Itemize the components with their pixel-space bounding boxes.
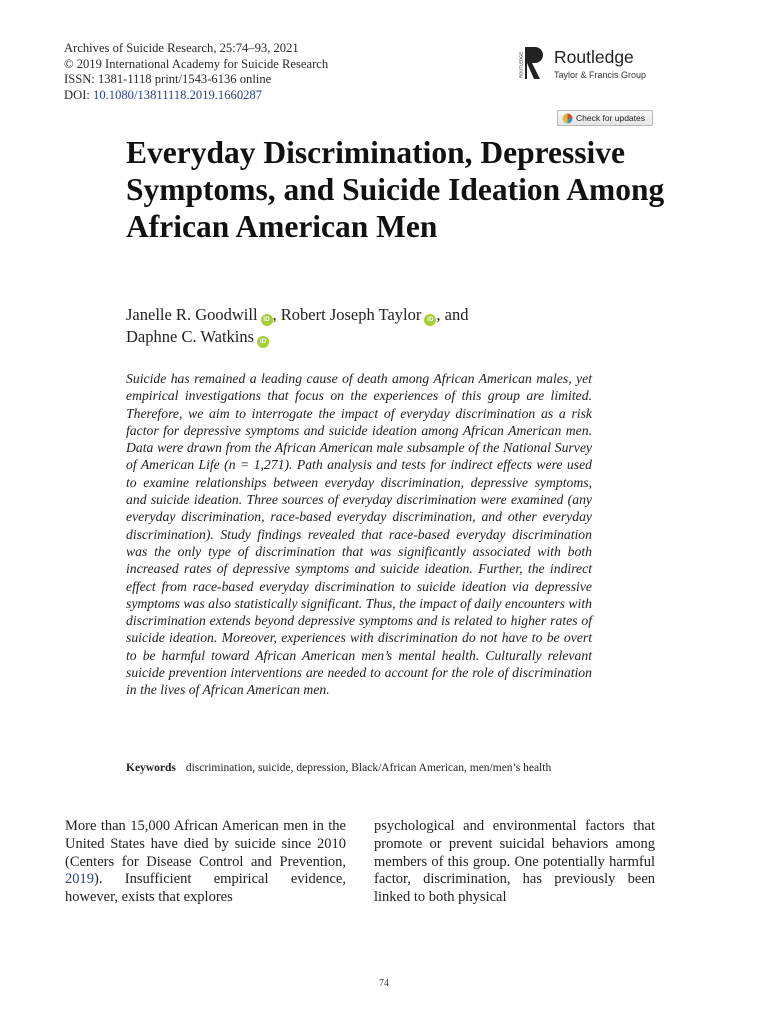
author-separator: , — [272, 305, 281, 324]
orcid-icon[interactable]: iD — [257, 336, 269, 348]
author-separator: , and — [436, 305, 469, 324]
check-for-updates-label: Check for updates — [576, 113, 645, 123]
page-number: 74 — [379, 978, 389, 989]
crossmark-icon — [562, 113, 573, 124]
orcid-icon[interactable]: iD — [261, 314, 273, 326]
author-name: Daphne C. Watkins — [126, 327, 255, 346]
doi-link[interactable]: 10.1080/13811118.2019.1660287 — [93, 87, 263, 102]
citation-link[interactable]: 2019 — [65, 871, 94, 888]
author-name: Robert Joseph Taylor — [280, 305, 422, 324]
journal-citation: Archives of Suicide Research, 25:74–93, 2021 — [64, 41, 299, 55]
publisher-logo[interactable] — [520, 45, 670, 85]
copyright-line: © 2019 International Academy for Suicide Research — [64, 56, 329, 71]
body-column-right: psychological and environmental factors that promote or prevent suicidal behaviors among members of this group. One potentially harmful factor, discrimination, has previously been linked to both physical — [374, 818, 655, 906]
keywords-text: discrimination, suicide, depression, Black/African American, men/men’s health — [185, 762, 552, 774]
journal-metadata — [64, 41, 328, 103]
issn-line: ISSN: 1381-1118 print/1543-6136 online — [64, 72, 272, 86]
body-column-left — [65, 818, 346, 907]
author-name: Janelle R. Goodwill — [126, 305, 258, 324]
body-text: ). Insufficient empirical evidence, however, exists that explores — [65, 871, 346, 906]
publisher-name: Routledge — [554, 47, 634, 67]
doi-label: DOI: — [64, 87, 90, 102]
check-for-updates-button[interactable] — [557, 110, 653, 126]
keywords-label: Keywords — [126, 762, 176, 774]
doi-line — [64, 88, 328, 104]
logo-mark-text: ROUTLEDGE — [518, 51, 524, 78]
author-list — [126, 304, 646, 348]
abstract: Suicide has remained a leading cause of death among African American males, yet empirical investigations that focus on the experiences of this group are limited. Therefore, we aim to interrogate the impact of everyday discrimination as a risk factor for depressive symptoms and suicide ideation among African American men. Data were drawn from the African American male subsample of the National Survey of American Life (n = 1,271). Path analysis and tests for indirect effects were used to examine relationships between everyday discrimination, depressive symptoms, and suicide ideation. Three sources of everyday discrimination were examined (any everyday discrimination, race-based everyday discrimination, and other everyday discrimination). Study findings revealed that race-based everyday discrimination was the only type of discrimination that was significantly associated with both increased rates of depressive symptoms and suicide ideation. Further, the indirect effect from race-based everyday discrimination to suicide ideation via depressive symptoms was also statistically significant. Thus, the impact of daily encounters with discrimination extends beyond depressive symptoms and is related to higher rates of suicide ideation. Moreover, experiences with discrimination do not have to be overt to be harmful toward African American men’s mental health. Culturally relevant suicide prevention interventions are needed to account for the role of discrimination in the lives of African American men. — [126, 371, 592, 698]
article-title: Everyday Discrimination, Depressive Symptoms, and Suicide Ideation Among African American Men — [126, 135, 665, 244]
routledge-mark-icon — [520, 45, 546, 81]
keywords-line — [126, 762, 646, 774]
orcid-icon[interactable]: iD — [424, 314, 436, 326]
body-text: More than 15,000 African American men in the United States have died by suicide since 2010 (Centers for Disease Control and Prevention, — [65, 818, 346, 870]
publisher-subtitle: Taylor & Francis Group — [554, 70, 647, 80]
